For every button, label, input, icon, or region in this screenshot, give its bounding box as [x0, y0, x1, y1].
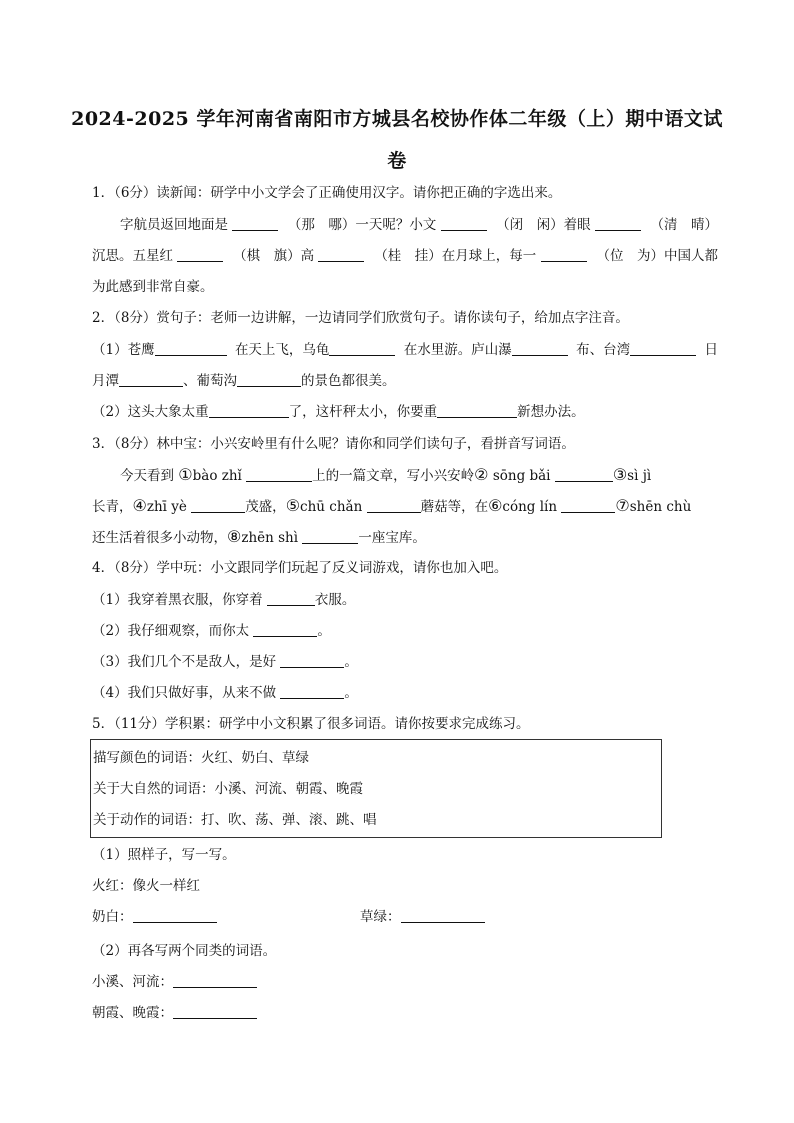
circled-number: ⑥ — [488, 496, 503, 515]
answer-blank[interactable] — [177, 247, 223, 262]
q1-text: 字航员返回地面是 — [120, 217, 228, 233]
q2-text: 布、台湾 — [576, 342, 631, 358]
answer-blank[interactable] — [133, 908, 217, 923]
answer-blank[interactable] — [595, 216, 641, 231]
q5-xiaoxi — [92, 972, 257, 992]
q5-zhaoxia — [92, 1003, 257, 1023]
answer-blank[interactable] — [561, 498, 615, 513]
q3-text: 上的一篇文章，写小兴安岭 — [312, 468, 475, 484]
q2-text: 月潭 — [92, 373, 119, 389]
q1-text: （闭 闲）着眼 — [496, 217, 591, 233]
pinyin-prompt: chū chǎn — [300, 499, 363, 515]
answer-blank[interactable] — [155, 341, 227, 356]
q5-part1: （1）照样子，写一写。 — [92, 847, 236, 863]
q2-text: 了，这杆秤太小，你要重 — [288, 404, 438, 420]
q2-sentence1b — [92, 371, 396, 391]
q2-text: （2）这头大象太重 — [92, 404, 209, 420]
q1-heading: 1．（6分）读新闻：研学中小文学会了正确使用汉字。请你把正确的字选出来。 — [92, 185, 562, 201]
answer-blank[interactable] — [173, 1004, 257, 1019]
pinyin-prompt: zhēn shì — [241, 530, 299, 546]
q4-item-2 — [92, 621, 331, 641]
pinyin-prompt: sōng bǎi — [492, 468, 551, 484]
q3-line2 — [92, 496, 691, 517]
circled-number: ② — [474, 465, 489, 484]
circled-number: ③ — [612, 465, 628, 484]
q1-line1 — [120, 215, 718, 235]
q5-caolv — [360, 907, 485, 927]
answer-blank[interactable] — [280, 684, 344, 699]
q5-text: 朝霞、晚霞： — [92, 1005, 173, 1021]
q4-text: 。 — [344, 654, 358, 670]
answer-blank[interactable] — [267, 591, 315, 606]
answer-blank[interactable] — [318, 247, 364, 262]
answer-blank[interactable] — [441, 216, 487, 231]
pinyin-prompt: shēn chù — [629, 499, 692, 515]
q2-sentence2 — [92, 402, 585, 422]
q4-text: 。 — [317, 623, 331, 639]
pinyin-prompt: zhī yè — [146, 499, 187, 515]
pinyin-prompt: bào zhǐ — [192, 468, 242, 484]
q5-naibai — [92, 907, 217, 927]
answer-blank[interactable] — [246, 467, 312, 482]
word-bank-nature: 关于大自然的词语：小溪、河流、朝霞、晚霞 — [93, 781, 363, 797]
circled-number: ⑧ — [227, 527, 242, 546]
q2-text: 、葡萄沟 — [183, 373, 237, 389]
q1-text: （桂 挂）在月球上，每一 — [374, 248, 537, 264]
q2-text: 的景色都很美。 — [301, 373, 396, 389]
answer-blank[interactable] — [512, 341, 568, 356]
q1-text: （那 哪）一天呢？小文 — [287, 217, 437, 233]
answer-blank[interactable] — [173, 973, 257, 988]
q1-text: （位 为）中国人都 — [596, 248, 718, 264]
q4-text: （4）我们只做好事，从来不做 — [92, 685, 277, 701]
pinyin-prompt: sì jì — [627, 468, 652, 484]
q4-item-1 — [92, 590, 355, 610]
q4-text: （2）我仔细观察，而你太 — [92, 623, 250, 639]
q2-text: 在水里游。庐山瀑 — [403, 342, 512, 358]
circled-number: ⑤ — [285, 496, 301, 515]
q4-heading: 4．（8分）学中玩：小文跟同学们玩起了反义词游戏，请你也加入吧。 — [92, 560, 508, 576]
answer-blank[interactable] — [280, 653, 344, 668]
pinyin-prompt: cóng lín — [502, 499, 558, 515]
q3-text: 一座宝库。 — [358, 530, 426, 546]
answer-blank[interactable] — [367, 498, 421, 513]
answer-blank[interactable] — [237, 372, 301, 387]
word-bank-actions: 关于动作的词语：打、吹、荡、弹、滚、跳、唱 — [93, 812, 377, 828]
q5-text: 奶白： — [92, 909, 133, 925]
q5-text: 小溪、河流： — [92, 974, 173, 990]
circled-number: ⑦ — [615, 496, 630, 515]
q4-text: （3）我们几个不是敌人，是好 — [92, 654, 277, 670]
answer-blank[interactable] — [329, 341, 395, 356]
answer-blank[interactable] — [191, 498, 245, 513]
q2-sentence1a — [92, 340, 718, 360]
q3-line3 — [92, 527, 426, 548]
circled-number: ④ — [132, 496, 147, 515]
q1-text: （棋 旗）高 — [233, 248, 315, 264]
q4-item-4 — [92, 683, 358, 703]
q5-heading: 5．（11分）学积累：研学中小文积累了很多词语。请你按要求完成练习。 — [92, 716, 530, 732]
q2-heading: 2．（8分）赏句子：老师一边讲解，一边请同学们欣赏句子。请你读句子，给加点字注音。 — [92, 310, 629, 326]
q2-text: 日 — [704, 342, 718, 358]
q3-line1 — [120, 465, 651, 486]
q5-part2: （2）再各写两个同类的词语。 — [92, 943, 277, 959]
q1-line2 — [92, 246, 718, 266]
q4-text: （1）我穿着黑衣服，你穿着 — [92, 592, 263, 608]
q1-text: 沉思。五星红 — [92, 248, 173, 264]
answer-blank[interactable] — [437, 403, 517, 418]
q2-text: 在天上飞，乌龟 — [234, 342, 330, 358]
answer-blank[interactable] — [541, 247, 587, 262]
q4-text: 衣服。 — [314, 592, 356, 608]
answer-blank[interactable] — [401, 908, 485, 923]
answer-blank[interactable] — [232, 216, 278, 231]
q3-text: 茂盛， — [245, 499, 286, 515]
q3-text: 今天看到 — [120, 468, 174, 484]
q1-text: （清 晴） — [650, 217, 718, 233]
answer-blank[interactable] — [209, 403, 289, 418]
q2-text: 新想办法。 — [517, 404, 585, 420]
answer-blank[interactable] — [253, 622, 317, 637]
word-bank-colors: 描写颜色的词语：火红、奶白、草绿 — [93, 750, 309, 766]
exam-title-line2: 卷 — [387, 150, 407, 172]
answer-blank[interactable] — [630, 341, 696, 356]
q3-text: 还生活着很多小动物， — [92, 530, 227, 546]
q4-item-3 — [92, 652, 358, 672]
answer-blank[interactable] — [555, 467, 613, 482]
q5-example: 火红：像火一样红 — [92, 878, 200, 894]
answer-blank[interactable] — [119, 372, 183, 387]
circled-number: ① — [178, 465, 193, 484]
q3-text: 长青， — [92, 499, 133, 515]
q4-text: 。 — [344, 685, 358, 701]
q5-text: 草绿： — [360, 909, 401, 925]
answer-blank[interactable] — [302, 529, 358, 544]
q3-text: 蘑菇等，在 — [420, 499, 489, 515]
q1-line3: 为此感到非常自豪。 — [92, 279, 214, 295]
q2-text: （1）苍鹰 — [92, 342, 155, 358]
q3-heading: 3．（8分）林中宝：小兴安岭里有什么呢？请你和同学们读句子，看拼音写词语。 — [92, 436, 575, 452]
exam-title-line1: 2024-2025 学年河南省南阳市方城县名校协作体二年级（上）期中语文试 — [71, 108, 723, 130]
